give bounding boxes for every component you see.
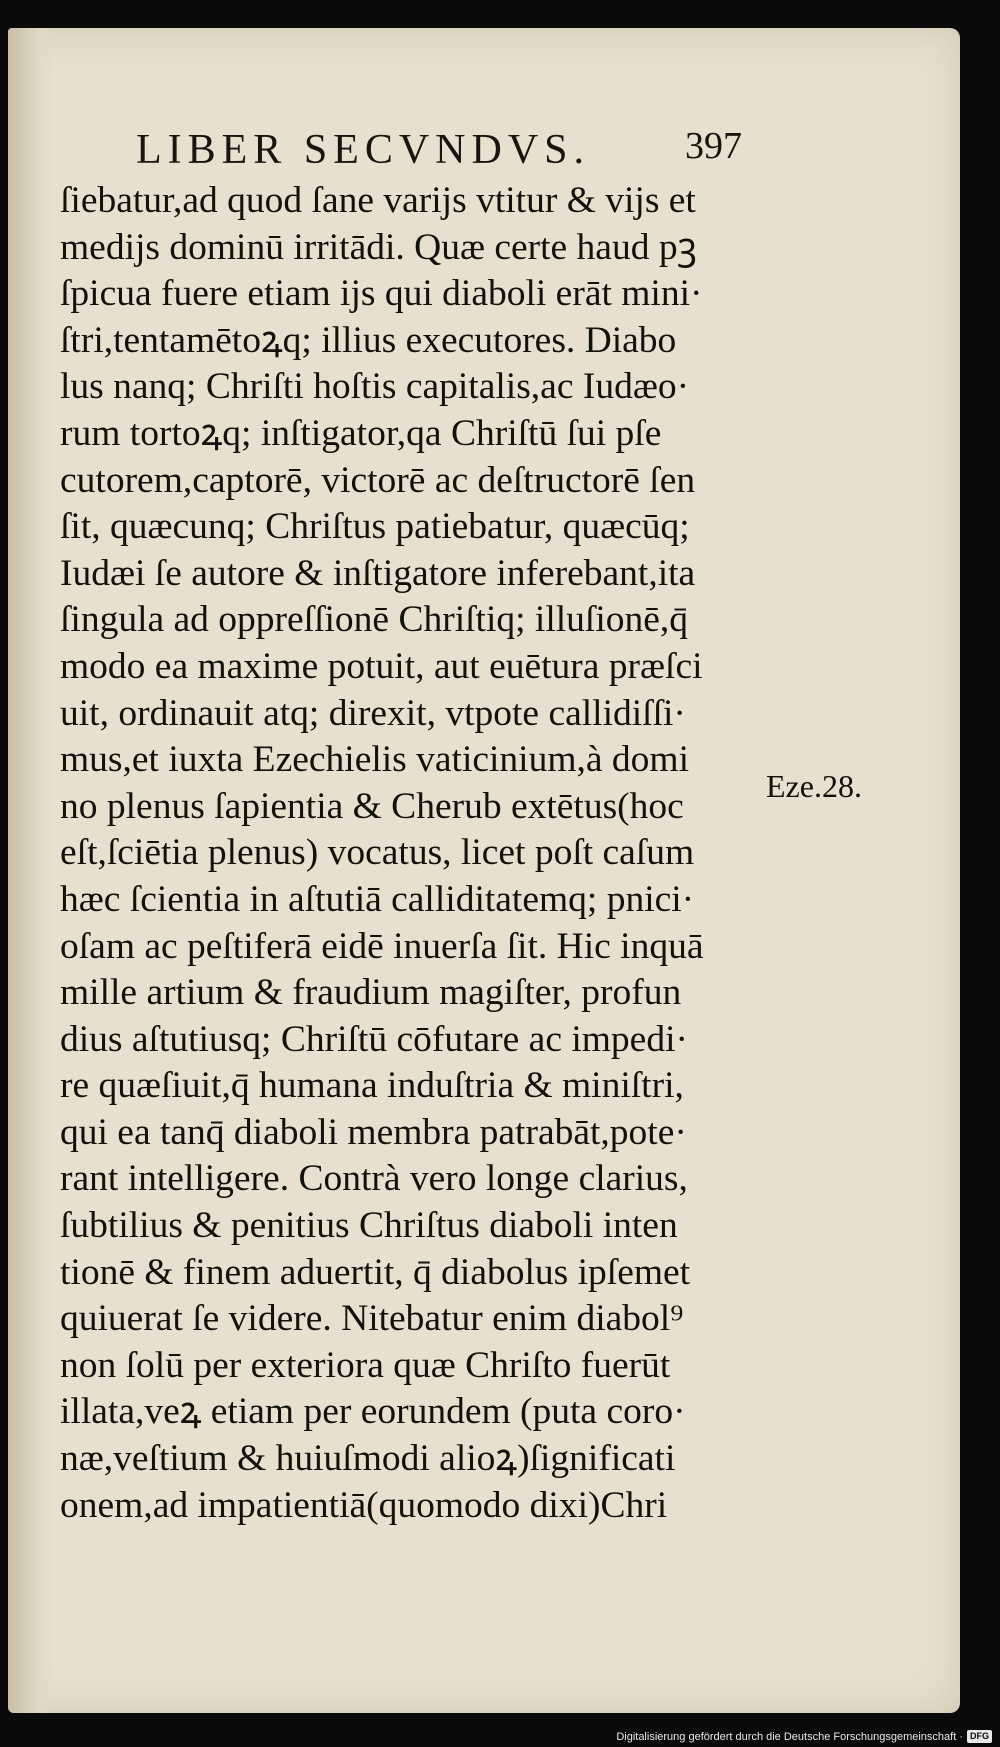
text-line: rum tortoꝝq; inſtigator,qa Chriſtū ſui pſe [60,412,662,454]
text-line: no plenus ſapientia & Cherub extētus(hoc [60,785,684,827]
text-line: ſingula ad oppreſſionē Chriſtiq; illuſionē,q̄ [60,599,689,641]
text-line: illata,veꝝ etiam per eorundem (puta coro· [60,1391,686,1433]
text-line: quiuerat ſe videre. Nitebatur enim diabol⁹ [60,1298,684,1340]
text-line: tionē & finem aduertit, q̄ diabolus ipſemet [60,1251,691,1293]
text-line: ſpicua fuere etiam ijs qui diaboli erāt mini· [60,273,703,315]
page-gutter [8,28,54,1713]
folio-number: 397 [685,125,742,167]
text-line: onem,ad impatientiā(quomodo dixi)Chri [60,1484,668,1526]
text-line: mus,et iuxta Ezechielis vaticinium,à domi [60,739,690,781]
text-line: Iudæi ſe autore & inſtigatore inferebant,ita [60,552,696,594]
text-line: ſubtilius & penitius Chriſtus diaboli inten [60,1205,678,1247]
dfg-logo-icon: DFG [967,1730,992,1743]
book-page [8,28,960,1713]
text-line: qui ea tanq̄ diaboli membra patrabāt,pote· [60,1111,687,1153]
text-line: cutorem,captorē, victorē ac deſtructorē ſen [60,459,696,501]
text-line: hæc ſcientia in aſtutiā calliditatemq; pnici· [60,878,695,920]
running-title: LIBER SECVNDVS. [136,127,591,173]
marginal-note: Eze.28. [766,768,862,804]
digitization-credit [616,1730,992,1743]
text-line: lus nanq; Chriſti hoſtis capitalis,ac Iudæo· [60,366,690,408]
text-line: dius aſtutiusq; Chriſtū cōfutare ac impedi· [60,1018,688,1060]
text-line: medijs dominū irritādi. Quæ certe haud pꝫ [60,226,697,268]
text-line: rant intelligere. Contrà vero longe clarius, [60,1158,688,1200]
text-line: mille artium & fraudium magiſter, profun [60,972,682,1014]
text-line: ſit, quæcunq; Chriſtus patiebatur, quæcūq; [60,506,690,548]
text-line: oſam ac peſtiferā eidē inuerſa ſit. Hic inquā [60,925,704,967]
text-line: uit, ordinauit atq; direxit, vtpote callidiſſi· [60,692,686,734]
text-line: eſt,ſciētia plenus) vocatus, licet poſt caſum [60,832,695,874]
text-line: non ſolū per exteriora quæ Chriſto fuerūt [60,1344,671,1386]
text-line: modo ea maxime potuit, aut euētura præſci [60,645,703,687]
page-header [128,114,742,186]
text-line: ſiebatur,ad quod ſane varijs vtitur & vijs et [60,180,696,221]
credit-text: Digitalisierung gefördert durch die Deutsche Forschungsgemeinschaft · [616,1730,963,1743]
body-text [60,178,770,1529]
text-line: re quæſiuit,q̄ humana induſtria & miniſtri, [60,1065,684,1107]
text-line: næ,veſtium & huiuſmodi alioꝝ)ſignificati [60,1438,676,1480]
text-line: ſtri,tentamētoꝝq; illius executores. Diabo [60,319,677,361]
